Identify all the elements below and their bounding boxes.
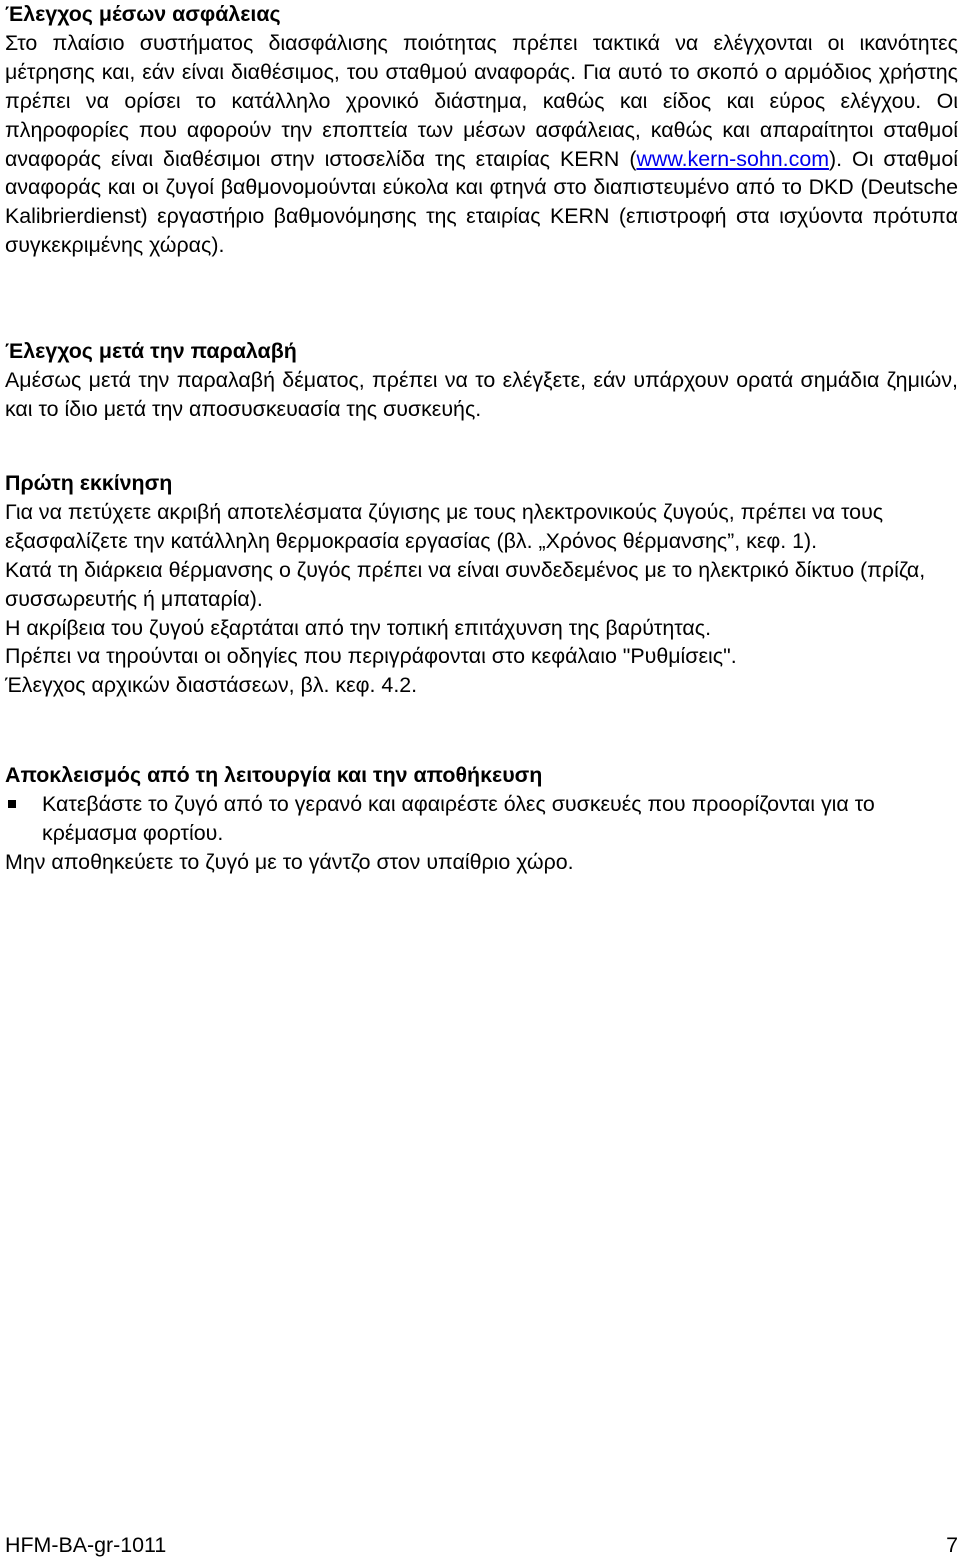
section-title: Αποκλεισμός από τη λειτουργία και την αποθήκευση [5, 763, 543, 787]
document-id: HFM-BA-gr-1011 [5, 1533, 167, 1557]
page-footer [5, 1531, 958, 1560]
section-body: Αμέσως μετά την παραλαβή δέματος, πρέπει να το ελέγξετε, εάν υπάρχουν ορατά σημάδια ζημιών, και το ίδιο μετά την αποσυσκευασία της συσκευής. [5, 367, 958, 421]
section-safety-monitoring [5, 0, 958, 260]
section-storage [5, 761, 958, 877]
page-number: 7 [946, 1533, 958, 1557]
bullet-text: Κατεβάστε το ζυγό από το γερανό και αφαιρέστε όλες συσκευές που προορίζονται για το κρέμασμα φορτίου. [42, 791, 875, 845]
kern-website-link[interactable]: www.kern-sohn.com [636, 146, 830, 171]
paragraph: Για να πετύχετε ακριβή αποτελέσματα ζύγισης με τους ηλεκτρονικούς ζυγούς, πρέπει να τους εξασφαλίζετε την κατάλληλη θερμοκρασία εργασίας (βλ. „Χρόνος θέρμανσης”, κεφ. 1). [5, 499, 884, 553]
section-title: Πρώτη εκκίνηση [5, 471, 173, 495]
bullet-item [5, 790, 958, 848]
section-body [5, 29, 958, 260]
square-bullet-icon [5, 790, 42, 819]
section-first-start [5, 469, 958, 700]
section-receipt-check [5, 337, 958, 424]
body-text: Στο πλαίσιο συστήματος διασφάλισης ποιότητας πρέπει τακτικά να ελέγχονται οι ικανότητες μέτρησης και, εάν είναι διαθέσιμος, του σταθμού αναφοράς. Για αυτό το σκοπό ο αρμόδιος χρήστης πρέπει να ορίσει το κατάλληλο χρονικό διάστημα, καθώς και είδος και εύρος ελέγχου. Οι πληροφορίες που αφορούν την εποπτεία των μέσων ασφάλειας, καθώς και απαραίτητοι σταθμοί αναφοράς είναι διαθέσιμοι στην ιστοσελίδα της εταιρίας KERN ( [5, 30, 958, 171]
section-title: Έλεγχος μέσων ασφάλειας [5, 2, 281, 26]
body-text: ). Οι σταθμοί αναφοράς και οι ζυγοί βαθμονομούνται εύκολα και φτηνά στο διαπιστευμένο από το DKD (Deutsche Kalibrierdienst) εργαστήριο βαθμονόμησης της εταιρίας KERN (επιστροφή στα ισχύοντα πρότυπα συγκεκριμένης χώρας). [5, 146, 958, 258]
paragraph: Πρέπει να τηρούνται οι οδηγίες που περιγράφονται στο κεφάλαιο "Ρυθμίσεις". [5, 644, 737, 669]
paragraph: Κατά τη διάρκεια θέρμανσης ο ζυγός πρέπει να είναι συνδεδεμένος με το ηλεκτρικό δίκτυο (πρίζα, συσσωρευτής ή μπαταρία). [5, 557, 926, 611]
paragraph: Η ακρίβεια του ζυγού εξαρτάται από την τοπική επιτάχυνση της βαρύτητας. [5, 615, 712, 640]
paragraph: Μην αποθηκεύετε το ζυγό με το γάντζο στον υπαίθριο χώρο. [5, 849, 574, 874]
paragraph: Έλεγχος αρχικών διαστάσεων, βλ. κεφ. 4.2. [5, 673, 418, 698]
section-title: Έλεγχος μετά την παραλαβή [5, 339, 297, 363]
